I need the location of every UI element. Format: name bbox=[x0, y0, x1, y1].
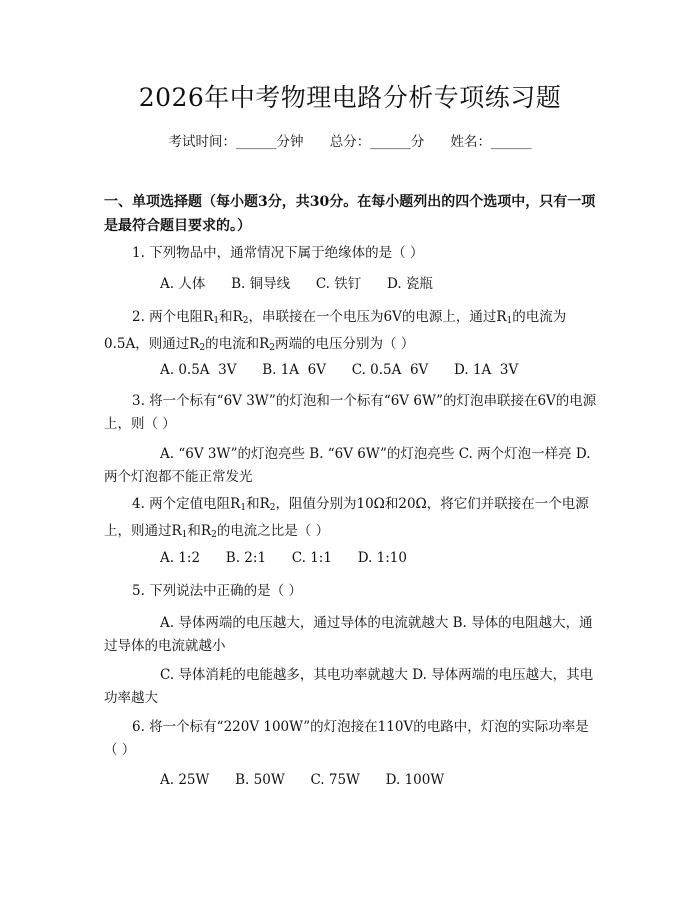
question-6: 6. 将一个标有“220V 100W”的灯泡接在110V的电路中，灯泡的实际功率是（ ） bbox=[104, 719, 589, 758]
question-5-options-ab: A. 导体两端的电压越大，通过导体的电流就越大 B. 导体的电阻越大，通过导体的电流就越小 bbox=[104, 615, 593, 654]
question-4: 4. 两个定值电阻$R_1$和$R_2$，阻值分别为10Ω和20Ω，将它们并联接在一个电源上，则通过$R_1$和$R_2$的电流之比是（ ） bbox=[104, 496, 589, 540]
question-6-options: A. 25W B. 50W C. 75W D. 100W bbox=[160, 772, 445, 788]
question-1: 1. 下列物品中，通常情况下属于绝缘体的是（ ） bbox=[132, 245, 424, 261]
question-2: 2. 两个电阻$R_1$和$R_2$，串联接在一个电压为6V的电源上，通过$R_1$的电流为0.5A，则通过$R_2$的电流和$R_2$两端的电压分别为（ ） bbox=[104, 309, 567, 353]
page-title: 2026年中考物理电路分析专项练习题 bbox=[138, 83, 562, 112]
question-4-options: A. 1:2 B. 2:1 C. 1:1 D. 1:10 bbox=[160, 550, 407, 566]
exam-time-field: 考试时间：______分钟 bbox=[168, 134, 304, 150]
exam-info-line bbox=[0, 130, 700, 150]
question-3: 3. 将一个标有“6V 3W”的灯泡和一个标有“6V 6W”的灯泡串联接在6V的电源上，则（ ） bbox=[104, 393, 597, 432]
question-5-options-cd: C. 导体消耗的电能越多，其电功率就越大 D. 导体两端的电压越大，其电功率越大 bbox=[104, 667, 594, 706]
section-heading: 一、单项选择题（每小题3分，共30分。在每小题列出的四个选项中，只有一项是最符合题目要求的。） bbox=[104, 194, 596, 234]
question-5: 5. 下列说法中正确的是（ ） bbox=[132, 583, 302, 599]
question-3-options: A. “6V 3W”的灯泡亮些 B. “6V 6W”的灯泡亮些 C. 两个灯泡一样亮 D. 两个灯泡都不能正常发光 bbox=[104, 446, 591, 485]
question-2-options: A. 0.5A 3V B. 1A 6V C. 0.5A 6V D. 1A 3V bbox=[160, 362, 519, 378]
question-1-options: A. 人体 B. 铜导线 C. 铁钉 D. 瓷瓶 bbox=[160, 276, 433, 292]
total-score-field: 总分：______分 bbox=[329, 134, 425, 150]
student-name-field: 姓名：______ bbox=[450, 134, 532, 150]
